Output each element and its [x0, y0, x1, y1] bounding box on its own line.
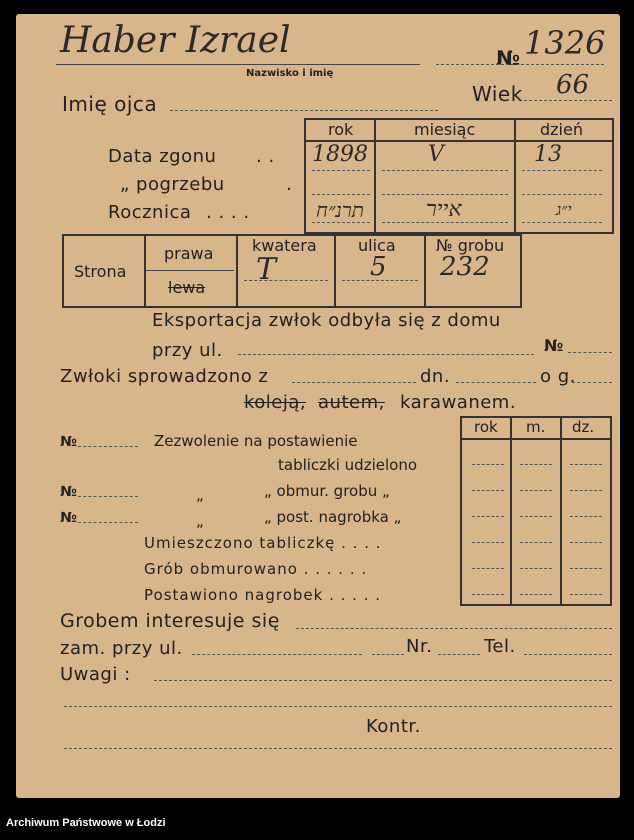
dn-label: dn. — [420, 366, 451, 387]
karawanem-option: karawanem. — [400, 392, 517, 413]
ulica-value: 5 — [370, 252, 387, 282]
permits-table — [460, 416, 612, 606]
permit2-no: № — [60, 484, 77, 500]
prawa-label: prawa — [164, 244, 214, 263]
col-dzien: dzień — [540, 120, 583, 139]
permit1-no: № — [60, 434, 77, 450]
grob-label: № grobu — [436, 236, 505, 255]
rocznica-miesiac: אייר — [426, 197, 462, 222]
col-rok: rok — [328, 120, 354, 139]
ulica-label: ulica — [358, 236, 396, 255]
permits-col-rok: rok — [474, 418, 498, 436]
umieszczono-line: Umieszczono tabliczkę . . . . — [144, 534, 382, 552]
kwatera-value: T — [256, 252, 277, 287]
row-pogrzeb-label: „ pogrzebu — [120, 174, 225, 195]
permit3-line: „ post. nagrobka „ — [264, 508, 402, 526]
age-label: Wiek — [472, 82, 523, 106]
strona-label: Strona — [74, 262, 127, 281]
grob-obmurowano-line: Grób obmurowano . . . . . . — [144, 560, 368, 578]
lewa-label: lewa — [168, 278, 206, 297]
archive-caption: Archiwum Państwowe w Łodzi — [6, 817, 166, 829]
rocznica-rok: תרנ״ח — [316, 198, 364, 222]
permits-col-dz: dz. — [572, 418, 595, 436]
number-value: 1326 — [524, 24, 606, 62]
permit3-no: № — [60, 510, 77, 526]
zgon-dzien: 13 — [534, 142, 562, 167]
row-rocznica-label: Rocznica — [108, 202, 192, 223]
zam-label: zam. przy ul. — [60, 638, 183, 659]
postawiono-line: Postawiono nagrobek . . . . . — [144, 586, 381, 604]
zwloki-label: Zwłoki sprowadzono z — [60, 366, 269, 387]
grobem-label: Grobem interesuje się — [60, 610, 280, 632]
number-label: № — [496, 46, 521, 70]
permit1-line1: Zezwolenie na postawienie — [154, 432, 358, 450]
permit3-ditto: „ — [196, 512, 204, 530]
kolej-option: koleją, — [244, 392, 307, 413]
eksport-line2: przy ul. — [152, 340, 223, 361]
permit1-line2: tabliczki udzielono — [278, 456, 417, 474]
grob-value: 232 — [440, 252, 490, 282]
og-label: o g. — [540, 366, 576, 387]
nr-label: Nr. — [406, 636, 433, 657]
permit2-ditto: „ — [196, 486, 204, 504]
tel-label: Tel. — [484, 636, 516, 657]
name-value: Haber Izrael — [60, 20, 291, 61]
kwatera-label: kwatera — [252, 236, 317, 255]
zgon-rok: 1898 — [312, 142, 368, 167]
zgon-miesiac: V — [428, 142, 444, 167]
row-zgon-label: Data zgonu — [108, 146, 217, 167]
col-miesiac: miesiąc — [414, 120, 476, 139]
autem-option: autem, — [318, 392, 385, 413]
permits-col-m: m. — [526, 418, 546, 436]
uwagi-label: Uwagi : — [60, 664, 131, 685]
age-value: 66 — [556, 70, 590, 100]
kontr-label: Kontr. — [366, 716, 421, 737]
rocznica-dzien: י״ג — [556, 200, 572, 219]
permit2-line: „ obmur. grobu „ — [264, 482, 390, 500]
name-caption: Nazwisko i imię — [246, 68, 334, 79]
eksport-line1: Eksportacja zwłok odbyła się z domu — [152, 310, 501, 331]
index-card: Haber Izrael Nazwisko i imię № 1326 Wiek 66 Imię ojca rok miesiąc dzień Data zgonu . . „ pogrzebu . Rocznica . . . . 1898 V 13 תרנ״ח אייר י״ג Strona prawa lewa kwatera T ulica 5 № grobu 232 Eksportacja zwłok odbyła się z domu przy ul. № Zwłoki sprowadzono z dn. o g. koleją, autem, karawanem. rok m. dz. № Zezwolenie na postawienie tabliczki udzielono № „ „ obmur. grobu „ № „ „ post. nagrobka „ Umieszczono tabliczkę . . . . Grób obmurowano . . . . . . Postawiono nagrobek . . . . . Grobem interesuje się zam. przy ul. Nr. Tel. Uwagi : Kontr. — [16, 14, 620, 798]
eksport-no-label: № — [544, 336, 564, 355]
father-label: Imię ojca — [62, 92, 158, 116]
